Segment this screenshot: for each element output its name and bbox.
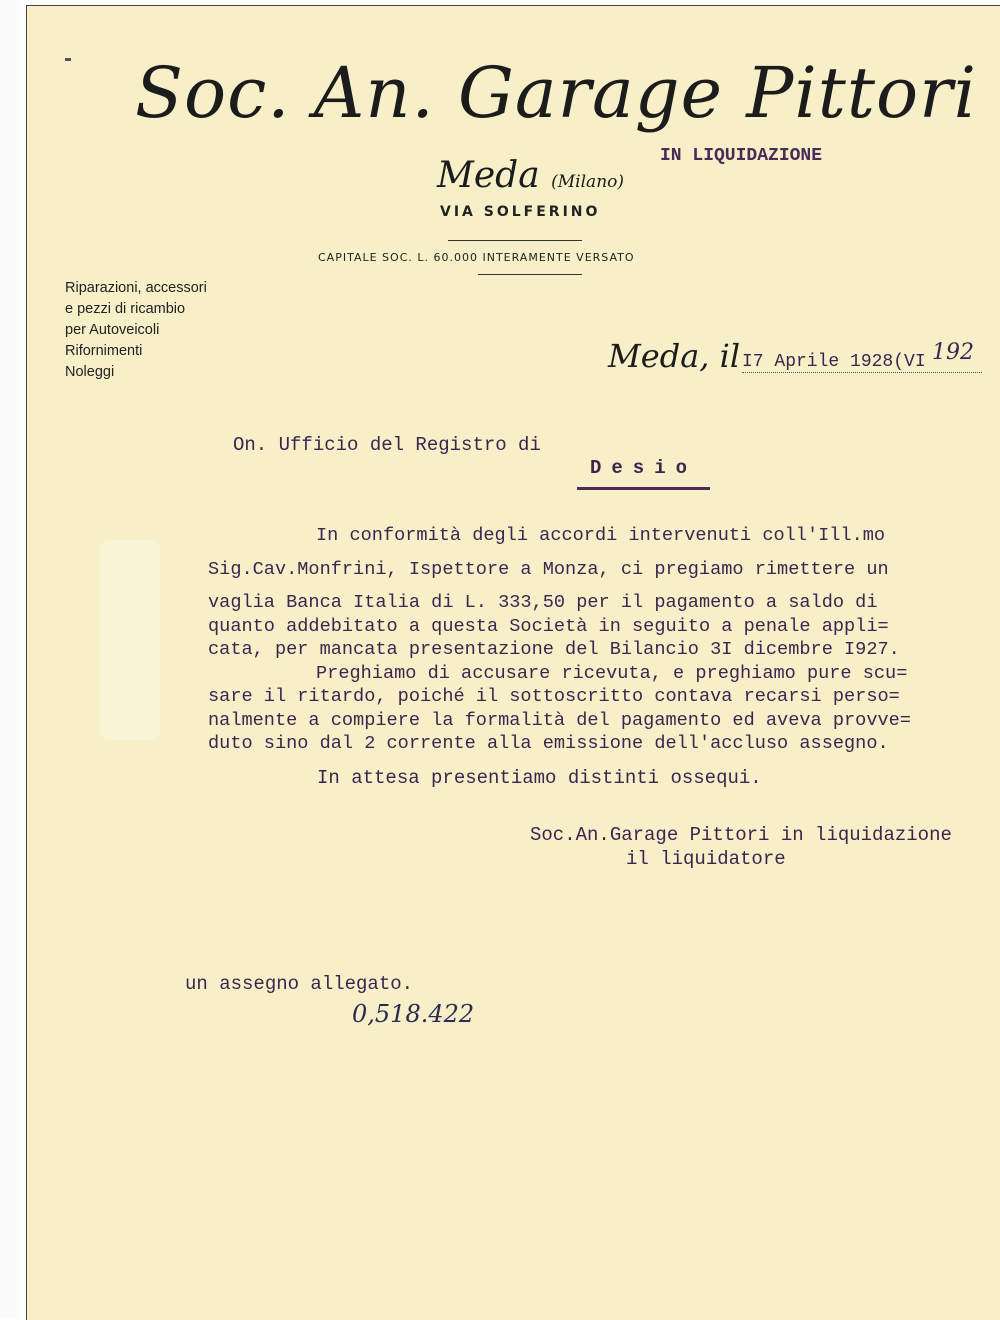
scan-margin [0,0,20,1319]
services-list [65,278,265,383]
signature-role: il liquidatore [626,848,786,870]
date-dotted-line [742,372,982,374]
body-line: Sig.Cav.Monfrini, Ispettore a Monza, ci pregiamo rimettere un [208,558,889,580]
body-line: duto sino dal 2 corrente alla emissione dell'accluso assegno. [208,733,889,754]
service-item: Riparazioni, accessori [65,280,207,296]
enclosure-note: un assegno allegato. [185,973,414,995]
share-capital: CAPITALE SOC. L. 60.000 INTERAMENTE VERSATO [318,251,635,264]
date-place: Meda, il [608,337,741,375]
recipient-city: Desio [590,457,698,479]
ink-speck [65,58,71,61]
letter-body [208,524,978,756]
service-item: e pezzi di ricambio [65,301,186,317]
watermark-smudge [100,540,160,740]
body-line: vaglia Banca Italia di L. 333,50 per il pagamento a saldo di [208,592,878,613]
service-item: Noleggi [65,364,115,380]
liquidation-status: IN LIQUIDAZIONE [660,146,823,166]
location-city: Meda [437,155,540,196]
signature-company: Soc.An.Garage Pittori in liquidazione [530,824,952,846]
body-line: cata, per mancata presentazione del Bilancio 3I dicembre I927. [208,639,900,660]
date-handwritten: 192 [932,340,974,365]
body-line: quanto addebitato a questa Società in seguito a penale appli= [208,615,889,637]
handwritten-number: 0,518.422 [352,1000,475,1028]
divider-bottom [478,274,582,275]
body-line: nalmente a compiere la formalità del pagamento ed aveva provve= [208,709,911,731]
location-province: (Milano) [551,172,625,192]
body-line: sare il ritardo, poiché il sottoscritto contava recarsi perso= [208,686,900,707]
service-item: per Autoveicoli [65,322,160,338]
divider-top [448,240,582,241]
street-address: VIA SOLFERINO [440,204,601,220]
letterhead-location [437,155,624,196]
recipient-city-underline [577,487,710,490]
date-typed: I7 Aprile 1928(VI [742,352,926,372]
body-line: In conformità degli accordi intervenuti coll'Ill.mo [316,525,886,546]
company-name: Soc. An. Garage Pittori [135,52,978,134]
body-line: Preghiamo di accusare ricevuta, e preghiamo pure scu= [316,662,908,684]
service-item: Rifornimenti [65,343,143,359]
closing-line: In attesa presentiamo distinti ossequi. [317,767,762,789]
recipient-office: On. Ufficio del Registro di [233,434,541,456]
